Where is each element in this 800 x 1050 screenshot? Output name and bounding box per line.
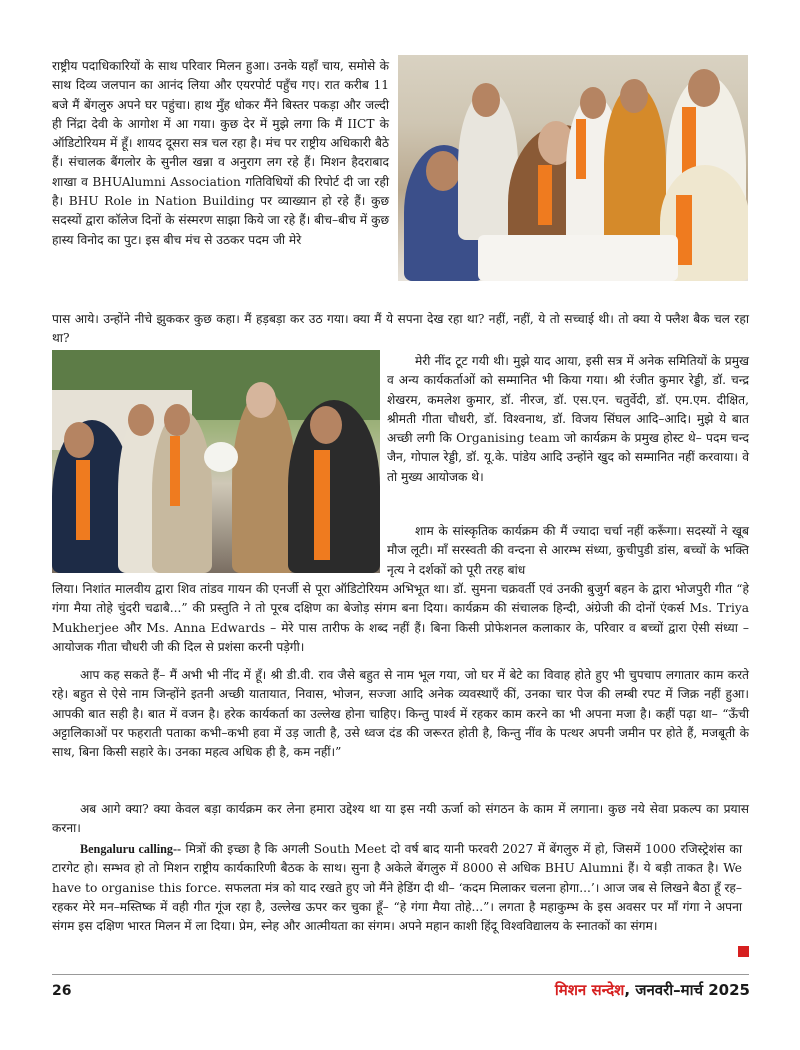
bengaluru-calling-text: मित्रों की इच्छा है कि अगली South Meet दो वर्ष बाद यानी फरवरी 2027 में बेंगलुरु में हो, जिसमें 1000 रजिस्ट्रेशंस का टारगेट हो। सम्भव हो तो मिशन राष्ट्रीय कार्यकारिणी बैठक के साथ। सुना है अकेले बेंगलुरु में 8000 से अधिक BHU Alumni हैं। ये बड़ी ताकत है। We have to organise this force. सफलता मंत्र को याद रखते हुए जो मैंने हेडिंग दी थी– ‘कदम मिलाकर चलना होगा...’। आज जब से लिखने बैठा हूँ रह–रहकर मेरे मन–मस्तिष्क में वही गीत गूंज रहा है, उल्लेख ऊपर कर चुका हूँ– “हे गंगा मैया तोहे...”। लगता है महाकुम्भ के इस अवसर पर माँ गंगा ने अपना संगम इस दक्षिण भारत मिलन में ला दिया। प्रेम, स्नेह और आत्मीयता का संगम। अपने महान काशी हिंदू विश्वविद्यालय के स्नातकों का संगम। — [52, 842, 742, 934]
paragraph-cultural-evening: लिया। निशांत मालवीय द्वारा शिव तांडव गायन की एनर्जी से पूरा ऑडिटोरियम अभिभूत था। डॉ. सुमना चक्रवर्ती एवं उनकी बुजुर्ग बहन के द्वारा भोजपुरी गीत “हे गंगा मैया तोहे चुंदरी चढाबै...” की प्रस्तुति ने तो पूरब दक्षिण का बेजोड़ संगम बना दिया। कार्यक्रम की संचालक हिन्दी, अंग्रेजी की दोनों एंकर्स Ms. Triya Mukherjee और Ms. Anna Edwards – मेरे पास तारीफ के शब्द नहीं हैं। बिना किसी प्रोफेशनल कलाकार के, परिवार व बच्चों द्वारा ऐसी संध्या – आयोजक गीता चौधरी जी की दिल से प्रशंसा करनी पड़ेगी। — [52, 582, 749, 654]
page-number: 26 — [52, 983, 72, 999]
footer-separator: , — [624, 981, 631, 999]
paragraph-felicitation: मेरी नींद टूट गयी थी। मुझे याद आया, इसी सत्र में अनेक समितियों के प्रमुख व अन्य कार्यकर्ताओं को सम्मानित भी किया गया। श्री रंजीत कुमार रेड्डी, डॉ. चन्द्र शेखरम, कमलेश कुमार, डॉ. नीरज, डॉ. एस.एन. चतुर्वेदी, डॉ. एम.एम. दीक्षित, श्रीमती गीता चौधरी, डॉ. विश्वनाथ, डॉ. विजय सिंघल आदि–आदि। मुझे ये बात अच्छी लगी कि Organising team जो कार्यक्रम के प्रमुख होस्ट थे– पदम चन्द जैन, गोपाल रेड्डी, डॉ. यू.के. पांडेय आदि उन्होंने खुद को सम्मानित नहीं करवाया। वे तो मुख्य आयोजक थे। — [387, 354, 749, 484]
paragraph-unsung-workers: आप कह सकते हैं– मैं अभी भी नींद में हूँ। श्री डी.वी. राव जैसे बहुत से नाम भूल गया, जो घर में बेटे का विवाह होते हुए भी चुपचाप लगातार काम करते रहे। बहुत से ऐसे नाम जिन्होंने इतनी अच्छी यातायात, निवास, भोजन, सज्जा आदि अनेक व्यवस्थाएँ कीं, उनका चार पेज की लम्बी रपट में जिक्र नहीं हुआ। आपकी बात सही है। बात में वजन है। हरेक कार्यकर्ता का उल्लेख होना चाहिए। किन्तु पार्श्व में रहकर काम करने का भी अपना मजा है। कहीं पढ़ा था– “ऊँची अट्टालिकाओं पर फहराती पताका कभी–कभी हवा में उड़ जाती है, उसे ध्वज दंड की जरूरत होती है, किन्तु नींव के पत्थर अपनी जमीन पर होते हैं, मजबूती के साथ, बिना किसी सहारे के। उनका महत्व अधिक ही है, कम नहीं।” — [52, 668, 749, 760]
magazine-name: मिशन सन्देश — [554, 981, 625, 999]
photo-welcome-group — [52, 350, 380, 573]
bengaluru-calling-lead: Bengaluru calling-- — [80, 842, 182, 856]
photo-meeting-group — [398, 55, 748, 281]
paragraph-cultural-evening-start: शाम के सांस्कृतिक कार्यक्रम की मैं ज्यादा चर्चा नहीं करूँगा। सदस्यों ने खूब मौज लूटी। माँ सरस्वती की वन्दना से आरम्भ संध्या, कुचीपुडी डांस, बच्चों के भक्ति नृत्य ने दर्शकों को पूरी तरह बांध — [387, 524, 749, 577]
paragraph-bengaluru-calling — [52, 840, 742, 936]
paragraph-dream-flashback: पास आये। उन्होंने नीचे झुककर कुछ कहा। मैं हड़बड़ा कर उठ गया। क्या मैं ये सपना देख रहा था? नहीं, नहीं, ये तो सच्चाई थी। तो क्या ये फ्लैश बैक चल रहा था? — [52, 312, 749, 346]
paragraph-whats-next: अब आगे क्या? क्या केवल बड़ा कार्यक्रम कर लेना हमारा उद्देश्य था या इस नयी ऊर्जा को संगठन के काम में लगाना। कुछ नये सेवा प्रकल्प का प्रयास करना। — [52, 802, 749, 836]
footer-magazine-issue — [555, 980, 750, 1000]
paragraph-family-meet: राष्ट्रीय पदाधिकारियों के साथ परिवार मिलन हुआ। उनके यहाँ चाय, समोसे के साथ दिव्य जलपान का आनंद लिया और एयरपोर्ट पहुँच गए। रात करीब 11 बजे मैं बेंगलुरु अपने घर पहुंचा। हाथ मुँह धोकर मैंने बिस्तर पकड़ा और जल्दी ही निंद्रा देवी के आगोश में आ गया। कुछ देर में मुझे लगा कि मैं IICT के ऑडिटोरियम में हूँ। शायद दूसरा सत्र चल रहा है। मंच पर राष्ट्रीय अधिकारी बैठे हैं। संचालक बैंगलोर के सुनील खन्ना व अनुराग लग रहे हैं। मिशन हैदराबाद शाखा व BHUAlumni Association गतिविधियों की रिपोर्ट दी जा रही है। BHU Role in Nation Building पर व्याख्यान हो रहे हैं। कुछ सदस्यों द्वारा कॉलेज दिनों के संस्मरण साझा किये जा रहे हैं। बीच–बीच में कुछ हास्य विनोद का पुट। इस बीच मंच से उठकर पदम जी मेरे — [52, 59, 389, 247]
issue-date: जनवरी–मार्च 2025 — [635, 981, 750, 999]
footer-divider — [52, 974, 749, 975]
end-of-article-mark — [738, 946, 749, 957]
